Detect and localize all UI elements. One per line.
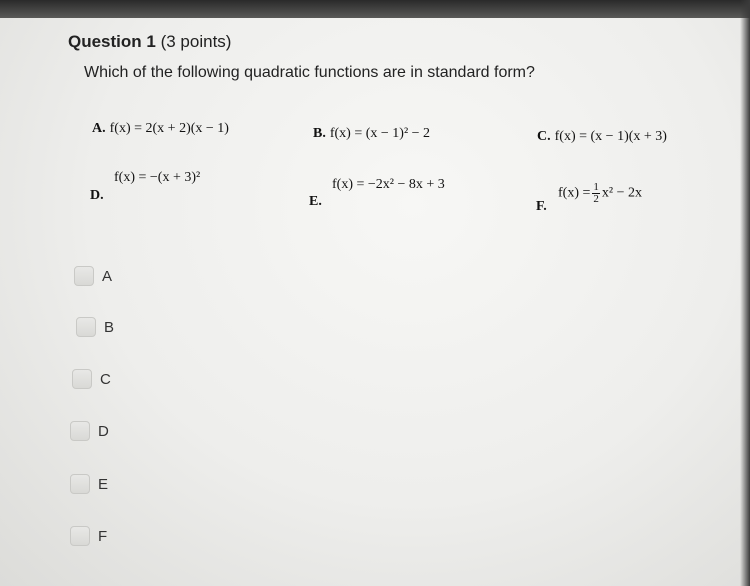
choice-f-fraction xyxy=(592,182,600,205)
choice-d-letter: D. xyxy=(90,188,104,203)
choice-c-formula: f(x) = (x − 1)(x + 3) xyxy=(554,129,667,144)
fraction-denominator: 2 xyxy=(593,193,599,205)
option-c[interactable] xyxy=(72,367,111,391)
option-d-label[interactable]: D xyxy=(98,422,109,440)
monitor-bezel-right xyxy=(740,0,750,586)
checkbox-c[interactable] xyxy=(72,369,92,389)
choice-f-formula xyxy=(558,182,642,205)
option-e[interactable] xyxy=(70,472,108,496)
choice-f-prefix: f(x) = xyxy=(558,185,591,201)
monitor-bezel-top xyxy=(0,0,750,18)
choice-a-formula: f(x) = 2(x + 2)(x − 1) xyxy=(109,121,229,136)
question-prompt: Which of the following quadratic functions are in standard form? xyxy=(84,64,535,81)
checkbox-e[interactable] xyxy=(70,474,90,494)
question-points: (3 points) xyxy=(160,32,232,51)
choice-a xyxy=(92,121,229,137)
option-e-label[interactable]: E xyxy=(98,475,109,493)
choice-c-letter: C. xyxy=(537,129,551,144)
choice-e-formula: f(x) = −2x² − 8x + 3 xyxy=(332,177,445,192)
choice-b-formula: f(x) = (x − 1)² − 2 xyxy=(329,126,431,141)
question-header xyxy=(68,32,231,52)
option-f[interactable] xyxy=(70,524,107,548)
choice-a-letter: A. xyxy=(92,121,106,136)
checkbox-b[interactable] xyxy=(76,317,96,337)
checkbox-a[interactable] xyxy=(74,266,94,286)
option-b-label[interactable]: B xyxy=(104,318,115,336)
question-number: Question 1 xyxy=(68,32,156,51)
choice-f-suffix: x² − 2x xyxy=(601,185,642,201)
option-a-label[interactable]: A xyxy=(102,267,113,285)
option-c-label[interactable]: C xyxy=(100,370,111,388)
choice-b xyxy=(313,126,430,142)
choice-d-formula: f(x) = −(x + 3)² xyxy=(114,170,201,185)
choice-c xyxy=(537,129,667,145)
fraction-numerator: 1 xyxy=(593,181,599,193)
choice-e-letter: E. xyxy=(309,194,322,209)
checkbox-f[interactable] xyxy=(70,526,90,546)
option-d[interactable] xyxy=(70,419,109,443)
choice-b-letter: B. xyxy=(313,126,326,141)
option-a[interactable] xyxy=(74,264,112,288)
option-f-label[interactable]: F xyxy=(98,527,108,545)
choice-f-letter: F. xyxy=(536,199,547,214)
checkbox-d[interactable] xyxy=(70,421,90,441)
option-b[interactable] xyxy=(76,315,114,339)
